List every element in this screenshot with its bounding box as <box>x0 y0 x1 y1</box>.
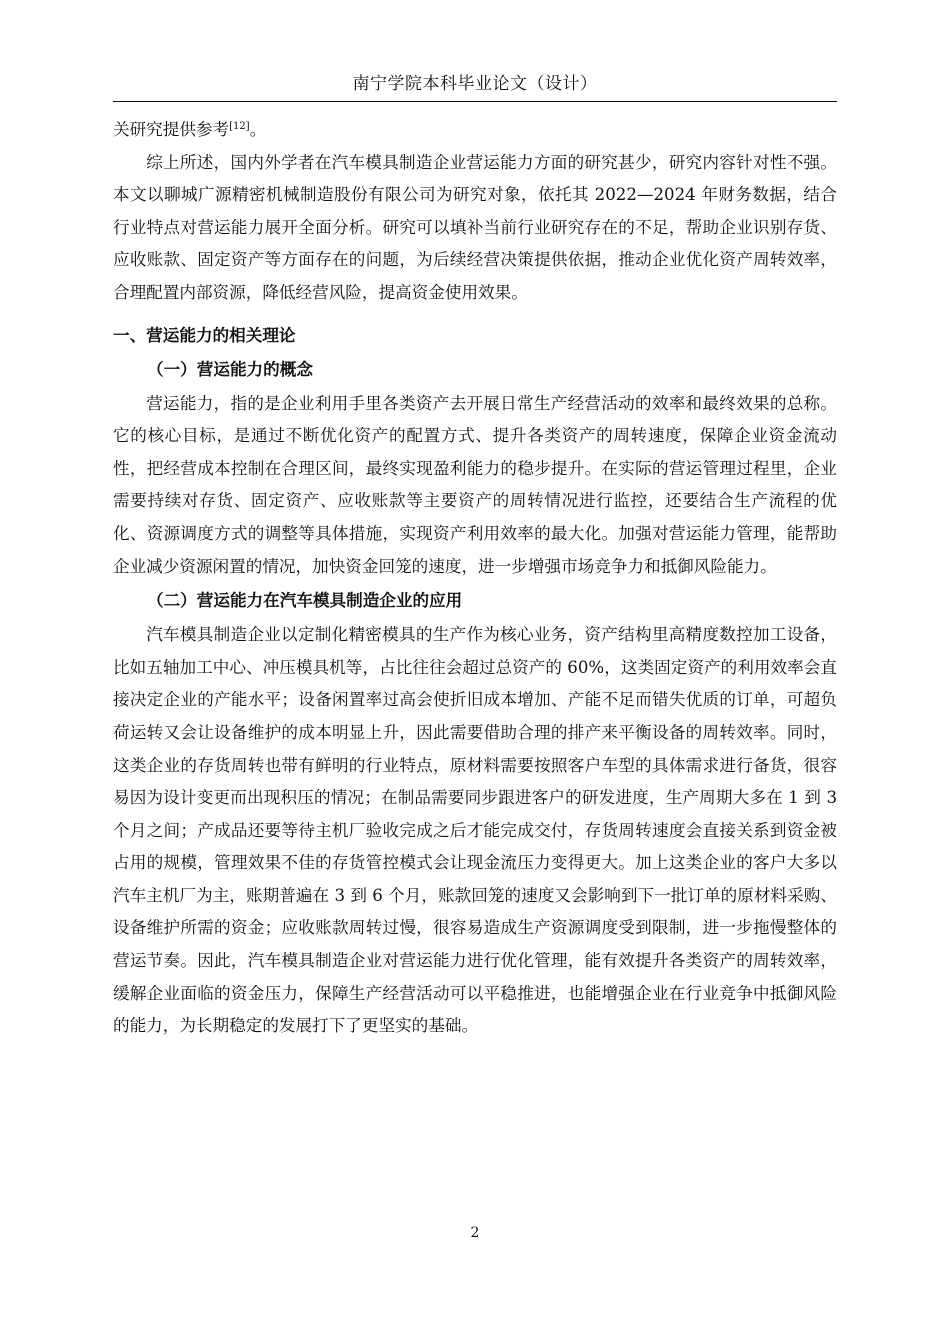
citation-marker: [12] <box>229 121 250 132</box>
section-heading: 一、营运能力的相关理论 <box>113 325 296 345</box>
paragraph-continuation <box>113 114 837 147</box>
paragraph-summary: 综上所述，国内外学者在汽车模具制造企业营运能力方面的研究甚少，研究内容针对性不强。本文以聊城广源精密机械制造股份有限公司为研究对象，依托其 2022—2024 年财务数据，结合行业特点对营运能力展开全面分析。研究可以填补当前行业研究存在的不足，帮助企业识别存货、应收账款、固定资产等方面存在的问题，为后续经营决策提供依据，推动企业优化资产周转效率，合理配置内部资源，降低经营风险，提高资金使用效果。 <box>113 152 837 302</box>
paragraph-application: 汽车模具制造企业以定制化精密模具的生产作为核心业务，资产结构里高精度数控加工设备，比如五轴加工中心、冲压模具机等，占比往往会超过总资产的 60%，这类固定资产的利用效率会直接决定企业的产能水平；设备闲置率过高会使折旧成本增加、产能不足而错失优质的订单，可超负荷运转又会让设备维护的成本明显上升，因此需要借助合理的排产来平衡设备的周转效率。同时，这类企业的存货周转也带有鲜明的行业特点，原材料需要按照客户车型的具体需求进行备货，很容易因为设计变更而出现积压的情况；在制品需要同步跟进客户的研发进度，生产周期大多在 1 到 3 个月之间；产成品还要等待主机厂验收完成之后才能完成交付，存货周转速度会直接关系到资金被占用的规模，管理效果不佳的存货管控模式会让现金流压力变得更大。加上这类企业的客户大多以汽车主机厂为主，账期普遍在 3 到 6 个月，账款回笼的速度又会影响到下一批订单的原材料采购、设备维护所需的资金；应收账款周转过慢，很容易造成生产资源调度受到限制，进一步拖慢整体的营运节奏。因此，汽车模具制造企业对营运能力进行优化管理，能有效提升各类资产的周转效率，缓解企业面临的资金压力，保障生产经营活动可以平稳推进，也能增强企业在行业竞争中抵御风险的能力，为长期稳定的发展打下了更坚实的基础。 <box>113 625 837 1036</box>
subsection-heading-1: （一）营运能力的概念 <box>147 359 313 379</box>
page-number: 2 <box>470 1225 480 1241</box>
body-content <box>113 114 837 1043</box>
page-header-title: 南宁学院本科毕业论文（设计） <box>352 74 598 94</box>
header-divider <box>113 101 837 102</box>
paragraph-end-punctuation: 。 <box>249 120 267 139</box>
paragraph-text: 关研究提供参考 <box>113 120 230 139</box>
subsection-heading-2: （二）营运能力在汽车模具制造企业的应用 <box>147 591 463 611</box>
paragraph-concept: 营运能力，指的是企业利用手里各类资产去开展日常生产经营活动的效率和最终效果的总称。它的核心目标，是通过不断优化资产的配置方式、提升各类资产的周转速度，保障企业资金流动性，把经营成本控制在合理区间，最终实现盈利能力的稳步提升。在实际的营运管理过程里，企业需要持续对存货、固定资产、应收账款等主要资产的周转情况进行监控，还要结合生产流程的优化、资源调度方式的调整等具体措施，实现资产利用效率的最大化。加强对营运能力管理，能帮助企业减少资源闲置的情况，加快资金回笼的速度，进一步增强市场竞争力和抵御风险能力。 <box>113 393 837 576</box>
